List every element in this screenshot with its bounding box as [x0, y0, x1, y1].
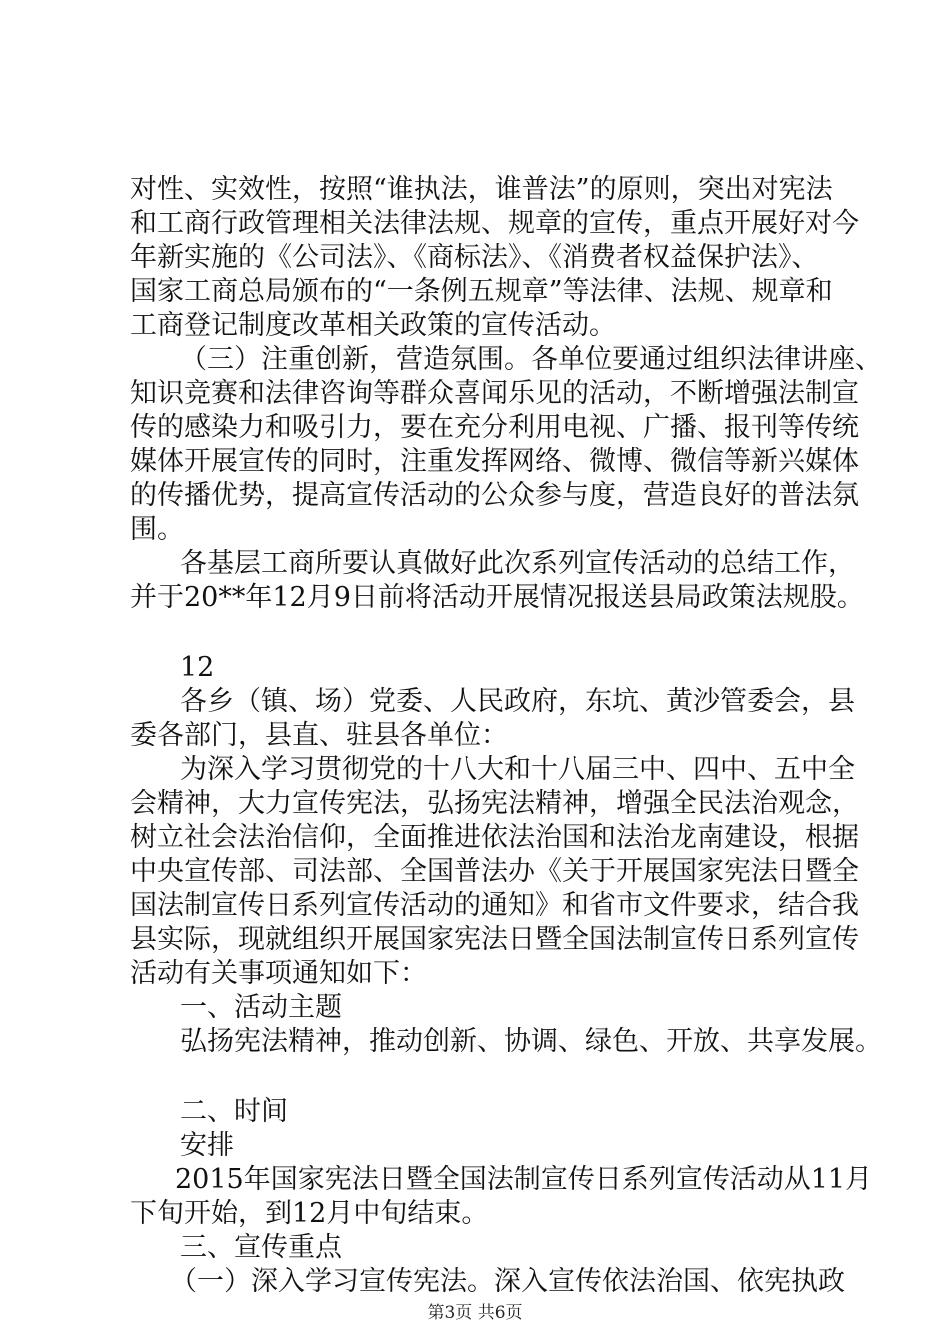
body-line: 会精神，大力宣传宪法，弘扬宪法精神，增强全民法治观念，: [130, 788, 859, 819]
body-line: 县实际，现就组织开展国家宪法日暨全国法制宣传日系列宣传: [130, 924, 859, 955]
paragraph-start-line: 各基层工商所要认真做好此次系列宣传活动的总结工作，: [180, 548, 855, 579]
addressee-line: 各乡（镇、场）党委、人民政府，东坑、黄沙管委会，县: [180, 686, 855, 717]
page-footer: 第3页 共6页: [427, 1303, 523, 1323]
body-line: 知识竞赛和法律咨询等群众喜闻乐见的活动，不断增强法制宣: [130, 378, 859, 409]
section-heading-line: 二、时间: [180, 1096, 288, 1127]
body-line: 中央宣传部、司法部、全国普法办《关于开展国家宪法日暨全: [130, 856, 859, 887]
number-line: 12: [180, 652, 215, 683]
body-line: 和工商行政管理相关法律法规、规章的宣传，重点开展好对今: [130, 208, 859, 239]
body-line: 传的感染力和吸引力，要在充分利用电视、广播、报刊等传统: [130, 412, 859, 443]
body-line: 国家工商总局颁布的“一条例五规章”等法律、法规、规章和: [130, 276, 833, 307]
body-line: 树立社会法治信仰，全面推进依法治国和法治龙南建设，根据: [130, 822, 859, 853]
body-line: 媒体开展宣传的同时，注重发挥网络、微博、微信等新兴媒体: [130, 446, 859, 477]
body-line: 下旬开始，到12月中旬结束。: [130, 1198, 489, 1229]
body-line: 的传播优势，提高宣传活动的公众参与度，营造良好的普法氛: [130, 480, 859, 511]
body-line: 国法制宣传日系列宣传活动的通知》和省市文件要求，结合我: [130, 890, 859, 921]
section-heading-line: 三、宣传重点: [180, 1232, 342, 1263]
section-heading-line: 一、活动主题: [180, 992, 342, 1023]
body-line: 对性、实效性，按照“谁执法，谁普法”的原则，突出对宪法: [130, 174, 833, 205]
body-line: 围。: [130, 514, 184, 545]
addressee-line: 委各部门，县直、驻县各单位：: [130, 720, 508, 751]
body-line: 弘扬宪法精神，推动创新、协调、绿色、开放、共享发展。: [180, 1026, 882, 1057]
body-line: 活动有关事项通知如下：: [130, 958, 427, 989]
paragraph-start-line: 2015年国家宪法日暨全国法制宣传日系列宣传活动从11月: [175, 1164, 873, 1195]
section-heading-line: 安排: [180, 1130, 234, 1161]
body-line: 并于20**年12月9日前将活动开展情况报送县局政策法规股。: [130, 582, 864, 613]
body-line: 工商登记制度改革相关政策的宣传活动。: [130, 310, 616, 341]
section-heading-line: （三）注重创新，营造氛围。各单位要通过组织法律讲座、: [180, 344, 882, 375]
paragraph-start-line: 为深入学习贯彻党的十八大和十八届三中、四中、五中全: [180, 754, 855, 785]
body-line: 年新实施的《公司法》、《商标法》、《消费者权益保护法》、: [130, 242, 819, 273]
section-heading-line: （一）深入学习宣传宪法。深入宣传依法治国、依宪执政: [170, 1266, 845, 1297]
